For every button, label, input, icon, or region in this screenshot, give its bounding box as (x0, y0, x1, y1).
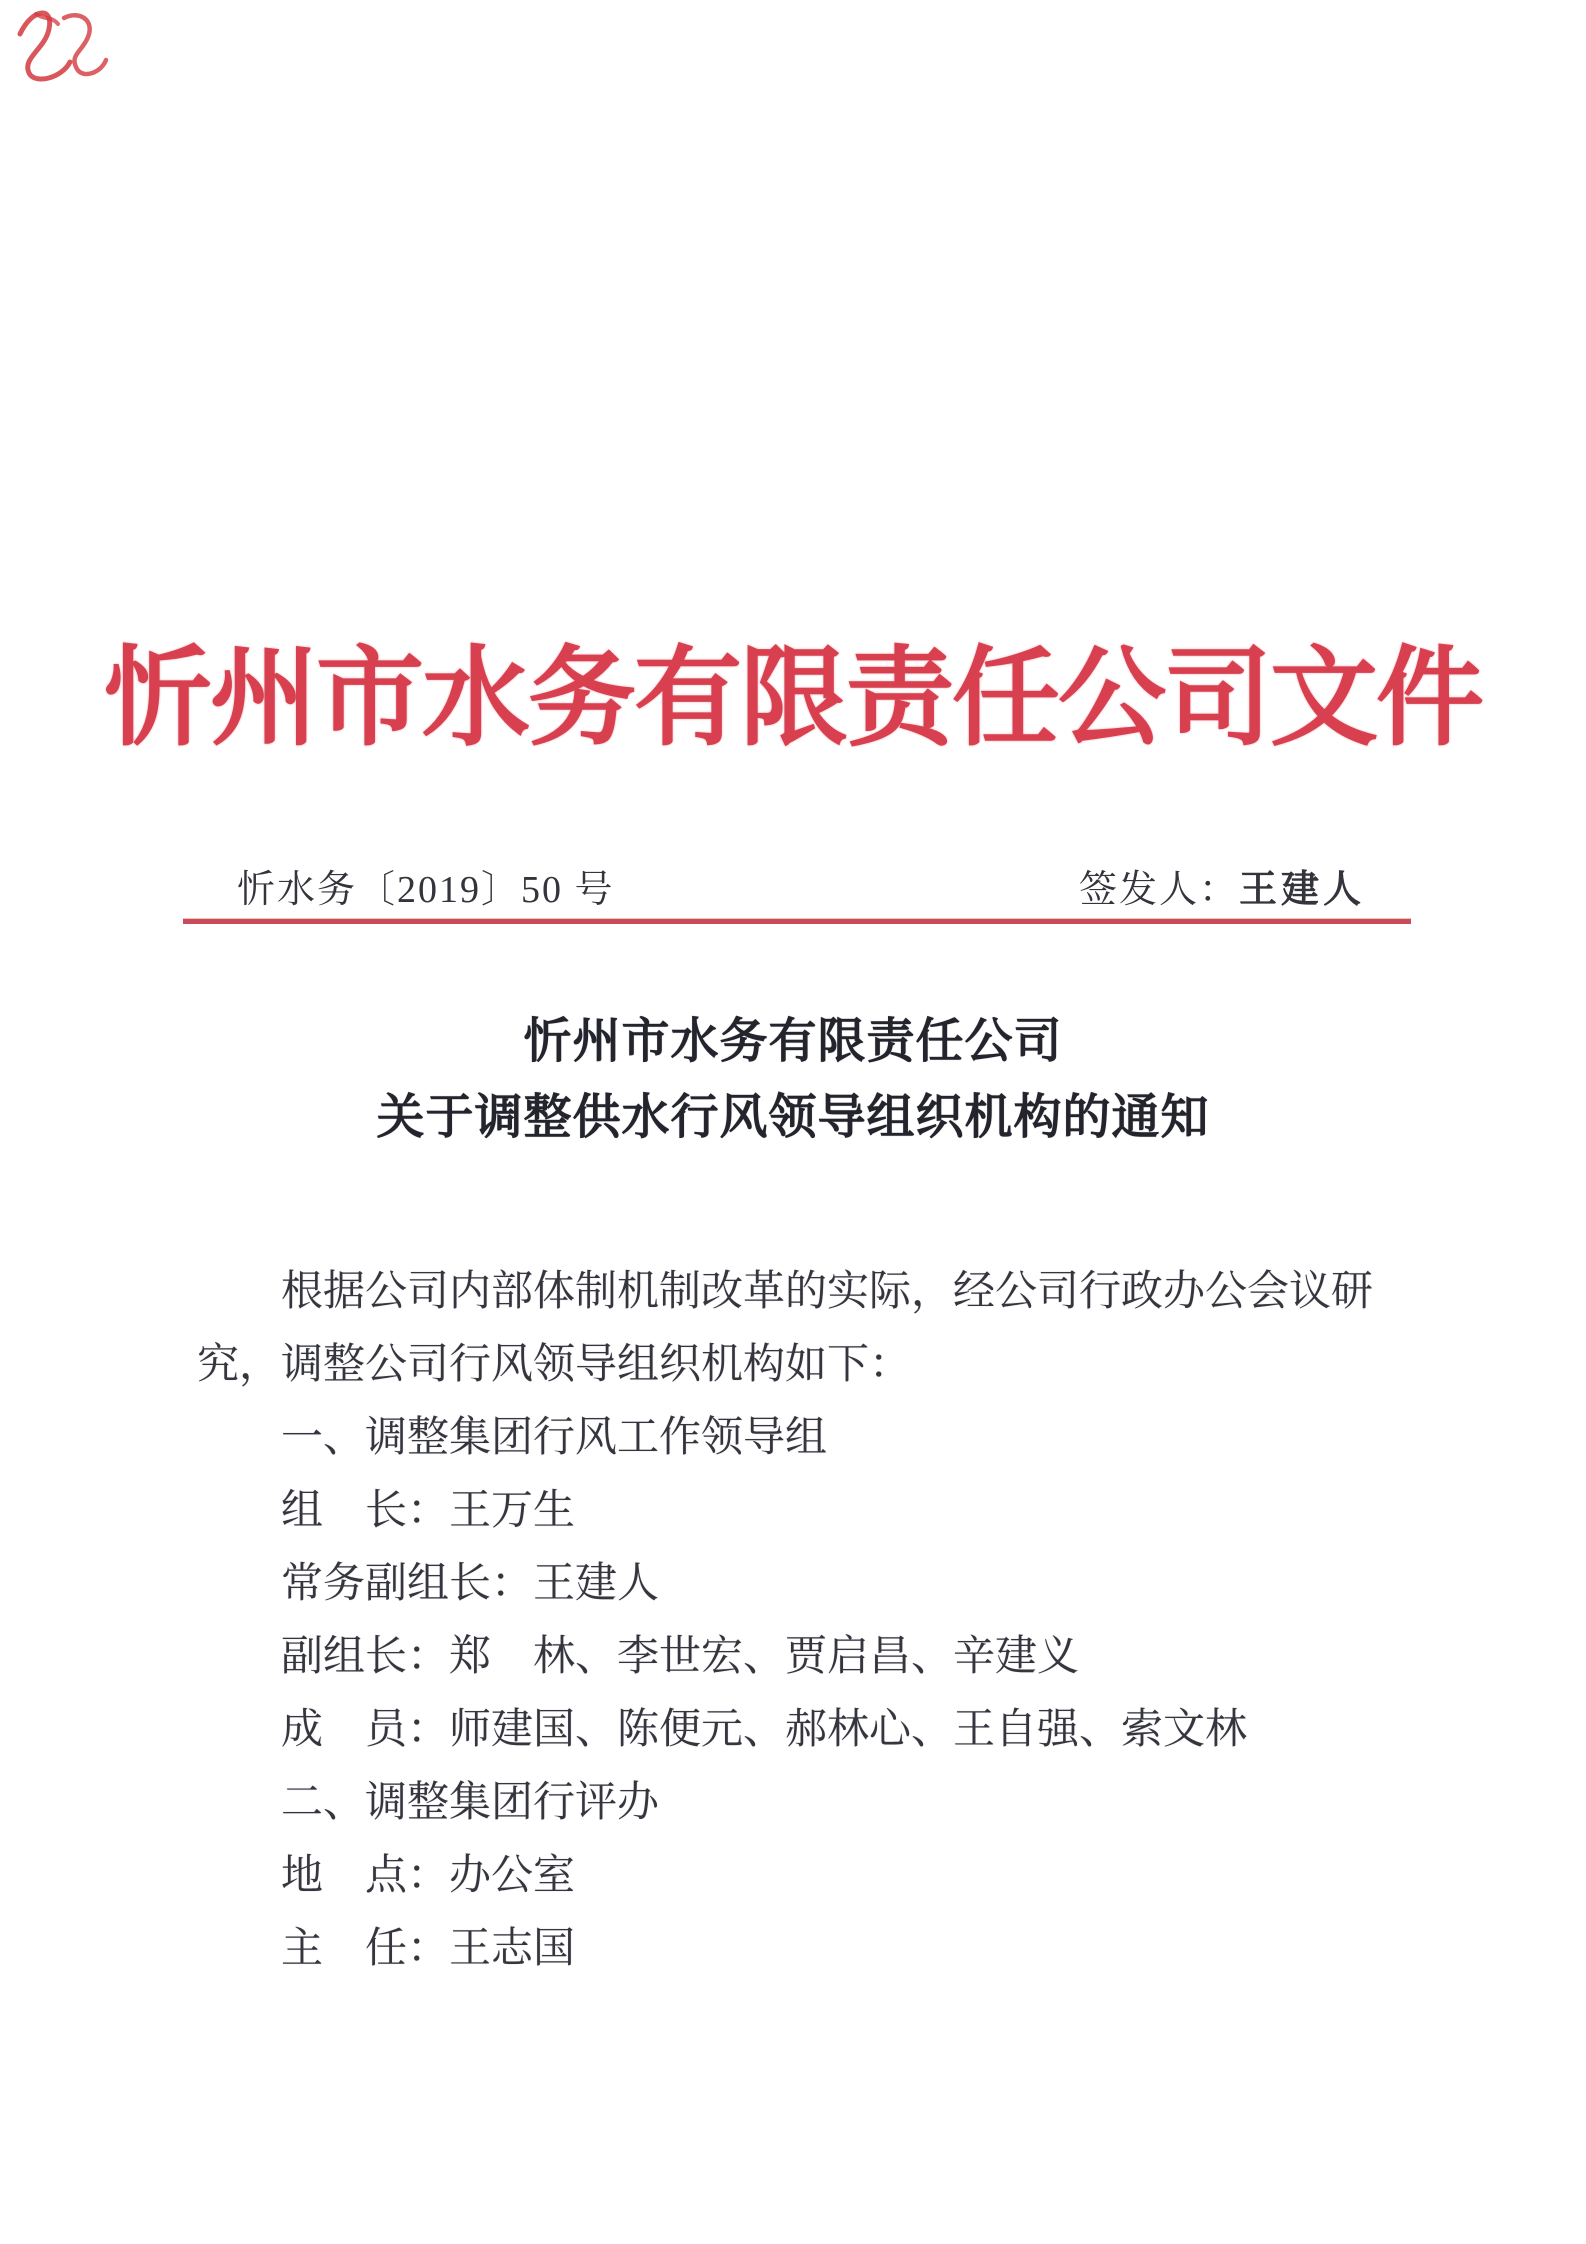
issuer-label: 签发人： (1078, 868, 1239, 911)
body-line: 组 长：王万生 (197, 1488, 576, 1534)
issuer (1079, 858, 1365, 913)
body-line: 副组长：郑 林、李世宏、贾启昌、辛建义 (197, 1634, 1080, 1680)
body-line: 二、调整集团行评办 (197, 1780, 660, 1826)
masthead-title: 忻州市水务有限责任公司文件 (103, 640, 1482, 759)
document-title-line1: 忻州市水务有限责任公司 (523, 1015, 1063, 1068)
issuer-name: 王建人 (1238, 868, 1365, 911)
red-pen-scribble-mark (8, 2, 120, 96)
body-line: 根据公司内部体制机制改革的实际，经公司行政办公会议研 (197, 1269, 1374, 1315)
document-title (0, 1004, 1586, 1156)
document-title-line2: 关于调整供水行风领导组织机构的通知 (376, 1091, 1210, 1144)
red-separator-rule (183, 919, 1411, 924)
body-line: 常务副组长：王建人 (197, 1561, 660, 1607)
body-line: 究，调整公司行风领导组织机构如下： (197, 1342, 912, 1388)
document-body (197, 1256, 1421, 1986)
doc-info-row (183, 858, 1411, 912)
body-line: 一、调整集团行风工作领导组 (197, 1415, 828, 1461)
doc-number: 忻水务〔2019〕50 号 (237, 868, 615, 911)
body-line: 成 员：师建国、陈便元、郝林心、王自强、索文林 (197, 1707, 1248, 1753)
body-line: 主 任：王志国 (197, 1926, 576, 1972)
body-line: 地 点：办公室 (197, 1853, 576, 1899)
